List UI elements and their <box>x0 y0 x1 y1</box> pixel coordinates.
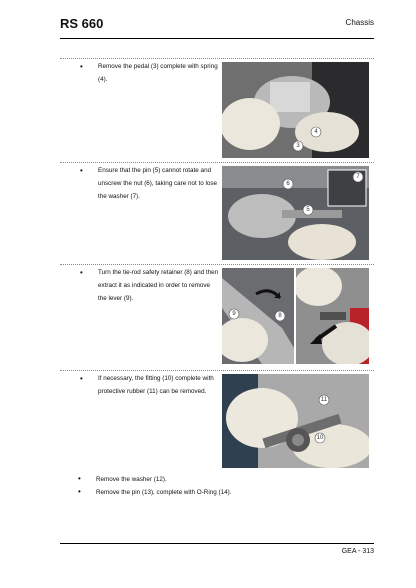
callout-10: 10 <box>316 435 324 441</box>
step-1 <box>60 58 374 160</box>
step-divider <box>60 264 374 265</box>
step-text: If necessary, the fitting (10) complete with protective rubber (11) can be removed. <box>98 375 214 395</box>
footer-rule <box>60 543 374 544</box>
callout-5: 5 <box>306 207 310 213</box>
bullet: • <box>78 474 81 483</box>
page-number: GEA - 313 <box>341 548 374 555</box>
final-step-text: Remove the washer (12). <box>96 476 167 483</box>
step-divider <box>60 162 374 163</box>
bullet: • <box>80 374 83 383</box>
step-photo <box>222 166 369 260</box>
step-4 <box>60 370 374 470</box>
callout-11: 11 <box>320 397 328 403</box>
bullet: • <box>80 62 83 71</box>
model-title: RS 660 <box>60 16 104 31</box>
bullet: • <box>80 268 83 277</box>
step-3 <box>60 264 374 368</box>
callout-3: 3 <box>296 143 300 149</box>
section-title: Chassis <box>345 18 374 27</box>
step-photo-right <box>296 268 369 364</box>
callout-6: 6 <box>286 181 290 187</box>
step-text: Remove the pedal (3) complete with spring (4). <box>98 63 218 83</box>
header-rule <box>60 38 374 39</box>
step-photo <box>222 374 369 468</box>
bullet: • <box>80 166 83 175</box>
step-text: Ensure that the pin (5) cannot rotate and unscrew the nut (6), taking care not to lose the washer (7). <box>98 167 218 200</box>
callout-9: 9 <box>232 311 236 317</box>
step-divider <box>60 58 374 59</box>
step-photo-left <box>222 268 294 364</box>
page-header <box>60 14 374 40</box>
step-2 <box>60 162 374 262</box>
step-divider <box>60 370 374 371</box>
callout-8: 8 <box>278 313 282 319</box>
step-text: Turn the tie-rod safety retainer (8) and then extract it as indicated in order to remove the lever (9). <box>98 269 219 302</box>
callout-7: 7 <box>356 174 360 180</box>
final-step-text: Remove the pin (13), complete with O-Ring (14). <box>96 489 232 496</box>
step-photo <box>222 62 369 158</box>
bullet: • <box>78 487 81 496</box>
callout-4: 4 <box>314 129 318 135</box>
